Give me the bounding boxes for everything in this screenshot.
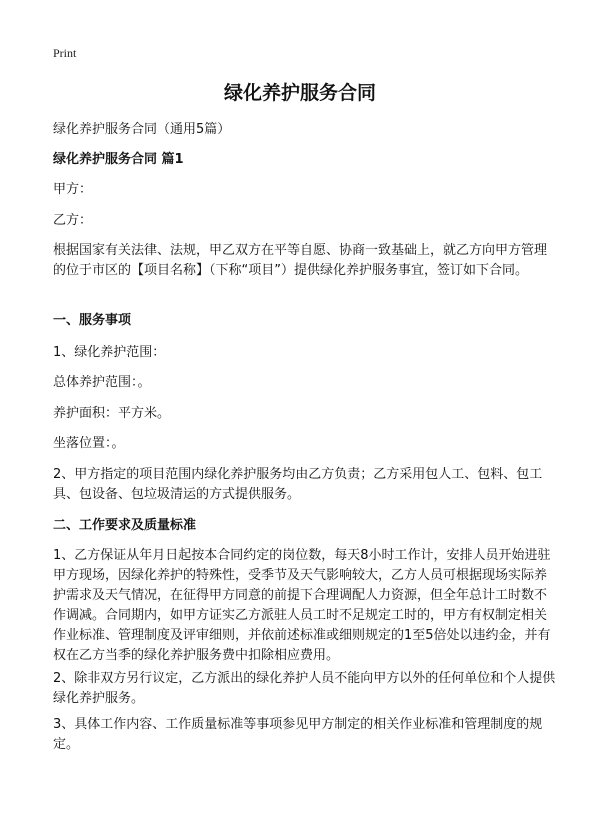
section-2-item-2: 2、除非双方另行议定，乙方派出的绿化养护人员不能向甲方以外的任何单位和个人提供绿化养护服务。 bbox=[53, 671, 556, 706]
location-line: 坐落位置：。 bbox=[53, 436, 125, 451]
area-line: 养护面积：平方米。 bbox=[53, 406, 171, 421]
party-b-label: 乙方： bbox=[53, 213, 93, 228]
print-link[interactable]: Print bbox=[53, 46, 77, 60]
section-2-item-3: 3、具体工作内容、工作质量标准等事项参见甲方制定的相关作业标准和管理制度的规定。 bbox=[53, 717, 543, 752]
section-1-item-1: 1、绿化养护范围： bbox=[53, 345, 166, 360]
section-1-heading: 一、服务事项 bbox=[53, 313, 132, 328]
section-2-heading: 二、工作要求及质量标准 bbox=[53, 518, 197, 533]
section-2-item-1: 1、乙方保证从年月日起按本合同约定的岗位数，每天8小时工作计，安排人员开始进驻甲方现场，因绿化养护的特殊性，受季节及天气影响较大，乙方人员可根据现场实际养护需求及天气情况，在征得甲方同意的前提下合理调配人力资源，但全年总计工时数不作调减。合同期内，如甲方证实乙方派驻人员工时不足规定工时的，甲方有权制定相关作业标准、管理制度及评审细则，并依前述标准或细则规定的1至5倍处以违约金，并有权在乙方当季的绿化养护服务费中扣除相应费用。 bbox=[53, 548, 551, 663]
total-scope-line: 总体养护范围：。 bbox=[53, 375, 151, 390]
article-heading: 绿化养护服务合同 篇1 bbox=[53, 152, 184, 167]
document-title: 绿化养护服务合同 bbox=[223, 82, 376, 104]
intro-paragraph: 根据国家有关法律、法规，甲乙双方在平等自愿、协商一致基础上，就乙方向甲方管理的位于市区的【项目名称】（下称“项目”）提供绿化养护服务事宜，签订如下合同。 bbox=[53, 243, 548, 278]
party-a-label: 甲方： bbox=[53, 182, 93, 197]
document-subtitle: 绿化养护服务合同（通用5篇） bbox=[53, 122, 231, 137]
section-1-item-2: 2、甲方指定的项目范围内绿化养护服务均由乙方负责；乙方采用包人工、包料、包工具、包设备、包垃圾清运的方式提供服务。 bbox=[53, 467, 543, 502]
